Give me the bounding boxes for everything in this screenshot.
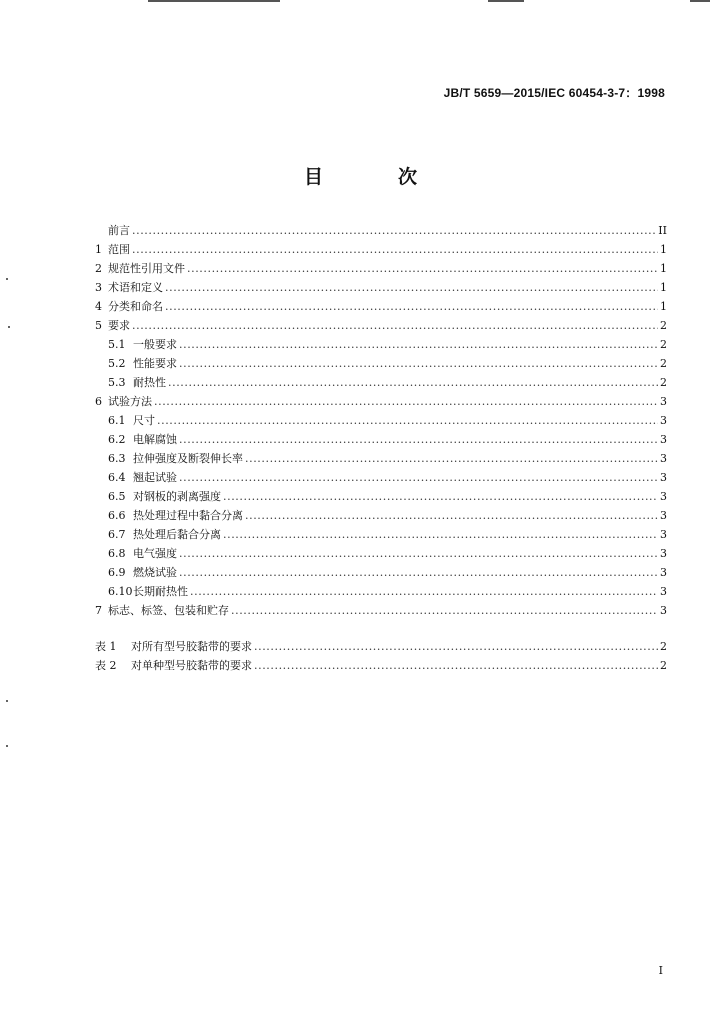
toc-entry-label: 对钢板的剥离强度 xyxy=(133,490,221,503)
toc-entry xyxy=(95,373,667,392)
toc-entry-number: 6.8 xyxy=(108,547,126,560)
toc-dot-leader xyxy=(165,297,658,316)
toc-entry-page: 3 xyxy=(660,471,667,484)
toc-entry xyxy=(95,601,667,620)
toc-entry-label: 对单种型号胶黏带的要求 xyxy=(131,659,252,672)
toc-entry xyxy=(95,487,667,506)
toc-entry-page: 1 xyxy=(660,281,667,294)
toc-entry-label: 尺寸 xyxy=(133,414,155,427)
toc-dot-leader xyxy=(187,259,658,278)
toc-entry-number: 3 xyxy=(95,281,102,294)
toc-entry-number: 6.4 xyxy=(108,471,126,484)
toc-entry-label: 电解腐蚀 xyxy=(133,433,177,446)
toc-dot-leader xyxy=(179,354,658,373)
toc-entry-page: II xyxy=(658,224,667,237)
toc-entry-label: 燃烧试验 xyxy=(133,566,177,579)
toc-entry xyxy=(95,316,667,335)
toc-entry-page: 2 xyxy=(660,357,667,370)
page-title: 目 次 xyxy=(303,166,445,188)
toc-dot-leader xyxy=(190,582,658,601)
toc-dot-leader xyxy=(154,392,658,411)
toc-entry-page: 1 xyxy=(660,300,667,313)
toc-entry-number: 7 xyxy=(95,604,102,617)
toc-entry-page: 3 xyxy=(660,528,667,541)
toc-entry-page: 3 xyxy=(660,547,667,560)
toc-dot-leader xyxy=(254,637,658,656)
toc-entry xyxy=(95,278,667,297)
toc-entry-page: 3 xyxy=(660,585,667,598)
scan-speck xyxy=(8,326,10,328)
toc-entry-page: 3 xyxy=(660,566,667,579)
toc-entry-page: 1 xyxy=(660,243,667,256)
toc-dot-leader xyxy=(231,601,658,620)
toc-entry-page: 2 xyxy=(660,319,667,332)
toc-entry xyxy=(95,221,667,240)
toc-entry-number: 4 xyxy=(95,300,102,313)
toc-dot-leader xyxy=(132,221,656,240)
toc-entry-number: 表 1 xyxy=(95,640,117,653)
toc-dot-leader xyxy=(179,430,658,449)
toc-entry-page: 3 xyxy=(660,509,667,522)
toc-entry-number: 5.2 xyxy=(108,357,126,370)
toc-entry-label: 翘起试验 xyxy=(133,471,177,484)
toc-entry xyxy=(95,563,667,582)
toc-entry-label: 一般要求 xyxy=(133,338,177,351)
toc-entry-number: 5 xyxy=(95,319,102,332)
toc-entry-number: 6.9 xyxy=(108,566,126,579)
scan-speck xyxy=(6,745,8,747)
toc-entry-number: 5.1 xyxy=(108,338,126,351)
toc-entry-label: 标志、标签、包装和贮存 xyxy=(108,604,229,617)
toc-entry xyxy=(95,525,667,544)
toc-entry-label: 电气强度 xyxy=(133,547,177,560)
toc-gap xyxy=(95,620,667,637)
toc-entry xyxy=(95,259,667,278)
toc-entry-number: 6 xyxy=(95,395,102,408)
toc-entry-page: 3 xyxy=(660,395,667,408)
toc-dot-leader xyxy=(245,506,658,525)
toc-sections xyxy=(95,221,667,620)
toc-entry-page: 3 xyxy=(660,433,667,446)
toc-entry-label: 性能要求 xyxy=(133,357,177,370)
toc-entry-number: 5.3 xyxy=(108,376,126,389)
toc-entry xyxy=(95,544,667,563)
toc-entry-label: 长期耐热性 xyxy=(133,585,188,598)
toc-entry xyxy=(95,392,667,411)
toc-dot-leader xyxy=(223,525,658,544)
toc-entry xyxy=(95,411,667,430)
toc-dot-leader xyxy=(179,468,658,487)
toc-entry-number: 6.5 xyxy=(108,490,126,503)
toc-dot-leader xyxy=(179,335,658,354)
toc-entry-label: 热处理后黏合分离 xyxy=(133,528,221,541)
toc-dot-leader xyxy=(165,278,658,297)
toc-entry-page: 2 xyxy=(660,376,667,389)
toc-table-entry xyxy=(95,637,667,656)
toc-entry-number: 6.1 xyxy=(108,414,126,427)
toc-entry-label: 耐热性 xyxy=(133,376,166,389)
toc-entry-label: 热处理过程中黏合分离 xyxy=(133,509,243,522)
toc-dot-leader xyxy=(179,544,658,563)
toc-dot-leader xyxy=(168,373,658,392)
toc-table-entry xyxy=(95,656,667,675)
toc-entry xyxy=(95,240,667,259)
toc-entry-number: 表 2 xyxy=(95,659,117,672)
toc-entry-number: 6.7 xyxy=(108,528,126,541)
toc-dot-leader xyxy=(245,449,658,468)
toc-entry-page: 3 xyxy=(660,604,667,617)
toc-entry-number: 6.2 xyxy=(108,433,126,446)
toc-dot-leader xyxy=(157,411,658,430)
toc-entry xyxy=(95,468,667,487)
toc-dot-leader xyxy=(132,316,658,335)
toc-entry-label: 前言 xyxy=(108,224,130,237)
toc-tables xyxy=(95,637,667,675)
toc-entry-number: 1 xyxy=(95,243,102,256)
toc-entry xyxy=(95,430,667,449)
toc-entry xyxy=(95,335,667,354)
toc-entry-number: 6.3 xyxy=(108,452,126,465)
toc-entry-label: 对所有型号胶黏带的要求 xyxy=(131,640,252,653)
scan-speck xyxy=(6,278,8,280)
toc-entry-label: 范围 xyxy=(108,243,130,256)
scan-edge-marks xyxy=(0,0,721,4)
toc-dot-leader xyxy=(223,487,658,506)
toc-entry-page: 3 xyxy=(660,490,667,503)
toc-entry xyxy=(95,449,667,468)
toc-entry-label: 分类和命名 xyxy=(108,300,163,313)
toc-entry xyxy=(95,354,667,373)
toc-entry-page: 3 xyxy=(660,414,667,427)
toc-entry xyxy=(95,506,667,525)
standard-code: JB/T 5659—2015/IEC 60454-3-7：1998 xyxy=(443,86,665,100)
toc-dot-leader xyxy=(179,563,658,582)
toc-entry-label: 试验方法 xyxy=(108,395,152,408)
toc-entry-page: 3 xyxy=(660,452,667,465)
toc-entry-number: 2 xyxy=(95,262,102,275)
toc-dot-leader xyxy=(132,240,658,259)
toc-entry-number: 6.6 xyxy=(108,509,126,522)
toc-entry-page: 1 xyxy=(660,262,667,275)
scan-speck xyxy=(6,700,8,702)
toc-entry-number: 6.10 xyxy=(108,585,133,598)
toc-entry xyxy=(95,297,667,316)
toc-entry-page: 2 xyxy=(660,338,667,351)
toc-entry-page: 2 xyxy=(660,659,667,672)
toc-entry-label: 要求 xyxy=(108,319,130,332)
toc-entry-page: 2 xyxy=(660,640,667,653)
toc-entry xyxy=(95,582,667,601)
toc-entry-label: 规范性引用文件 xyxy=(108,262,185,275)
toc-dot-leader xyxy=(254,656,658,675)
page-number: I xyxy=(658,964,663,977)
toc-entry-label: 术语和定义 xyxy=(108,281,163,294)
toc-entry-label: 拉伸强度及断裂伸长率 xyxy=(133,452,243,465)
table-of-contents xyxy=(95,221,667,675)
